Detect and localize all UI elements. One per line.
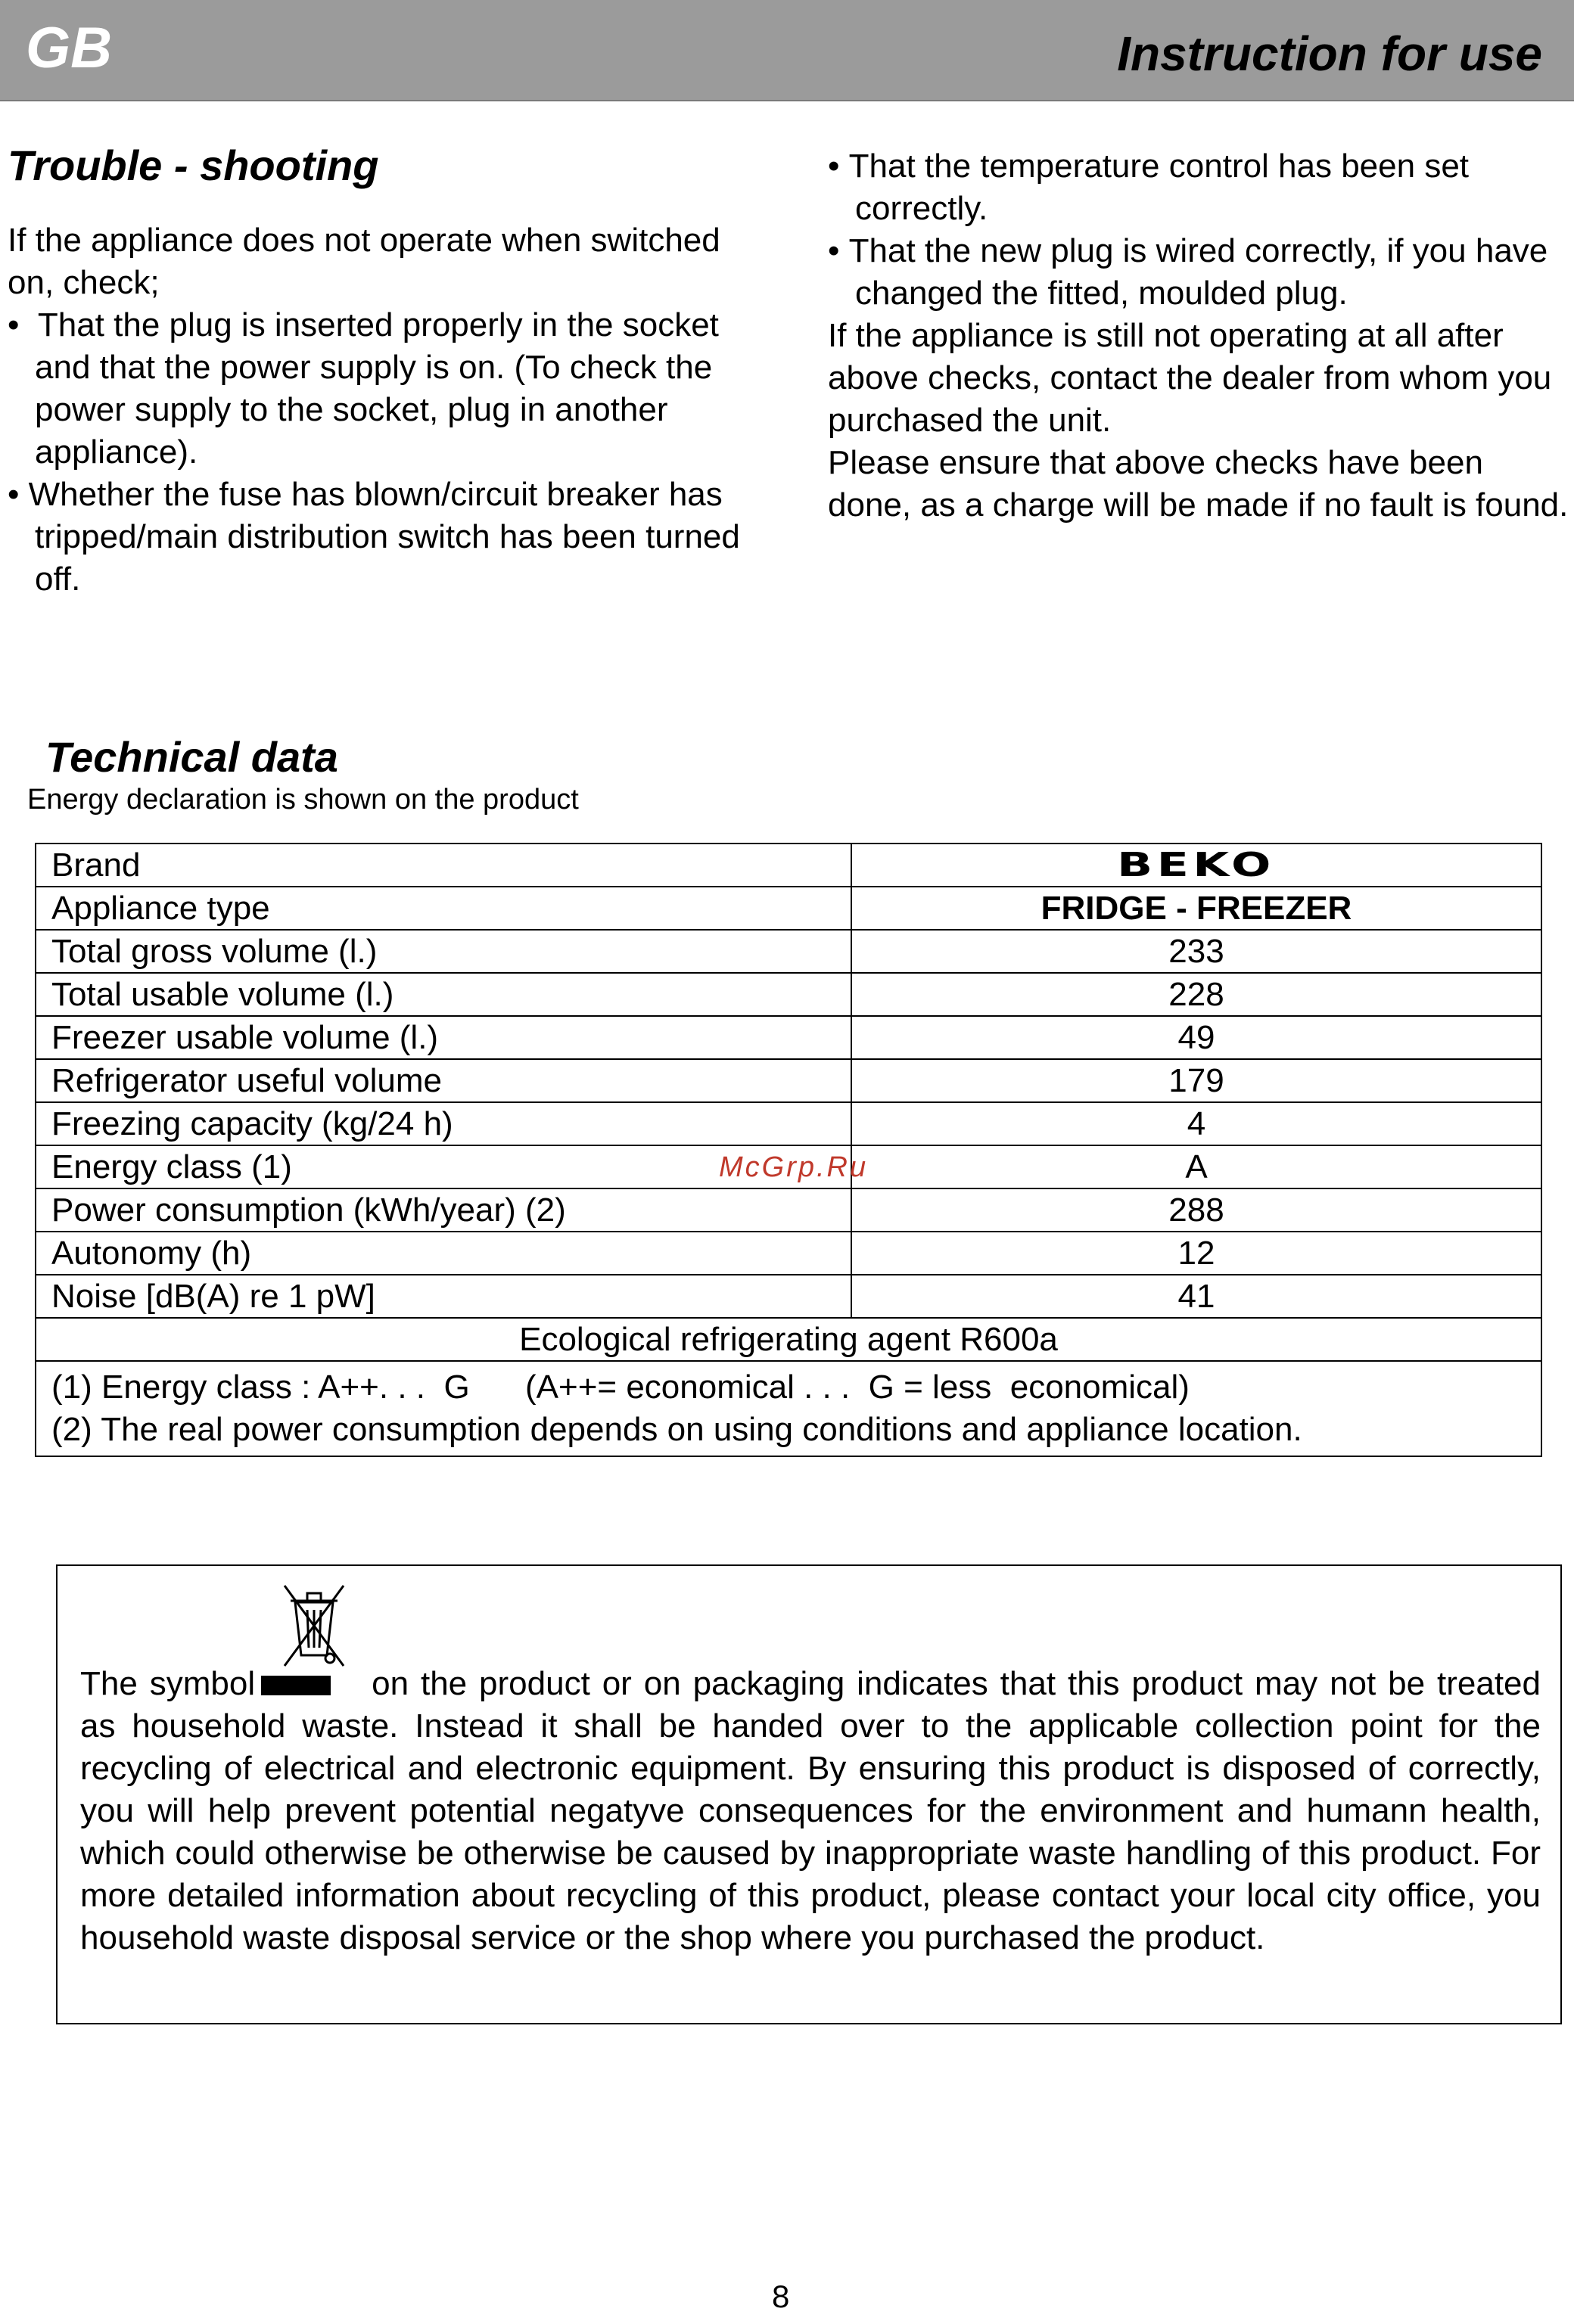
row-value: 233 <box>851 930 1541 973</box>
table-row <box>36 1361 1541 1456</box>
troubleshooting-intro: If the appliance does not operate when switched on, check; <box>8 222 720 301</box>
table-row <box>36 1275 1541 1318</box>
row-value: 12 <box>851 1232 1541 1275</box>
crossed-bin-icon <box>278 1583 348 1672</box>
row-value: 4 <box>851 1102 1541 1145</box>
footnote-power-consumption: (2) The real power consumption depends on using conditions and appliance location. <box>51 1411 1302 1448</box>
page-header <box>0 0 1574 101</box>
header-title: Instruction for use <box>1117 26 1542 81</box>
row-value: 228 <box>851 973 1541 1016</box>
footnote-energy-class: (1) Energy class : A++. . . G (A++= economical . . . G = less economical) <box>51 1369 1190 1406</box>
row-value: 41 <box>851 1275 1541 1318</box>
technical-subtitle: Energy declaration is shown on the product <box>27 784 579 816</box>
table-row <box>36 1188 1541 1232</box>
row-label: Refrigerator useful volume <box>36 1059 851 1102</box>
table-row <box>36 973 1541 1016</box>
troubleshooting-left-column <box>8 219 757 601</box>
country-code: GB <box>26 16 112 80</box>
row-label: Brand <box>36 844 851 887</box>
refrigerant-row: Ecological refrigerating agent R600a <box>36 1318 1541 1361</box>
table-row <box>36 1102 1541 1145</box>
weee-bar-icon <box>261 1676 331 1695</box>
row-value: 49 <box>851 1016 1541 1059</box>
watermark: McGrp.Ru <box>719 1151 869 1183</box>
row-value: A <box>851 1145 1541 1188</box>
table-row <box>36 1016 1541 1059</box>
row-value: FRIDGE - FREEZER <box>851 887 1541 930</box>
weee-notice-text: The symbol on the product or on packaging indicates that this product may not be treated as household waste. Instead it shall be handed over to the applicable collection point for the recycling of electrical and electronic equipment. By ensuring this product is disposed of correctly, you will help prevent potential negatyve consequences for the environment and humann health, which could otherwise be otherwise be caused by inappropriate waste handling of this product. For more detailed information about recycling of this product, please contact your local city office, you household waste disposal service or the shop where you purchased the product. <box>80 1665 1541 1956</box>
brand-cell <box>851 844 1541 887</box>
troubleshooting-bullet: • Whether the fuse has blown/circuit breaker has tripped/main distribution switch has been turned off. <box>8 476 740 598</box>
troubleshooting-para-dealer: If the appliance is still not operating at all after above checks, contact the dealer from whom you purchased the unit. <box>828 317 1552 439</box>
row-label: Appliance type <box>36 887 851 930</box>
row-value: 179 <box>851 1059 1541 1102</box>
row-label: Autonomy (h) <box>36 1232 851 1275</box>
row-label: Freezer usable volume (l.) <box>36 1016 851 1059</box>
table-row <box>36 844 1541 887</box>
row-label: Total usable volume (l.) <box>36 973 851 1016</box>
technical-data-table <box>35 843 1542 1457</box>
troubleshooting-right-column <box>828 145 1574 527</box>
troubleshooting-heading: Trouble - shooting <box>8 141 379 189</box>
row-label: Total gross volume (l.) <box>36 930 851 973</box>
technical-heading: Technical data <box>45 733 338 781</box>
row-label: Energy class (1) <box>36 1145 851 1188</box>
brand-logo: BEKO <box>1117 846 1276 884</box>
table-row <box>36 1318 1541 1361</box>
row-label: Noise [dB(A) re 1 pW] <box>36 1275 851 1318</box>
troubleshooting-bullet: • That the new plug is wired correctly, if you have changed the fitted, moulded plug. <box>828 232 1548 312</box>
footnotes-cell <box>36 1361 1541 1456</box>
weee-notice-box <box>56 1564 1562 2024</box>
table-row <box>36 887 1541 930</box>
row-label: Freezing capacity (kg/24 h) <box>36 1102 851 1145</box>
troubleshooting-bullet: • That the plug is inserted properly in the socket and that the power supply is on. (To check the power supply to the socket, plug in another appliance). <box>8 306 719 471</box>
table-row <box>36 1232 1541 1275</box>
row-label: Power consumption (kWh/year) (2) <box>36 1188 851 1232</box>
troubleshooting-para-charge: Please ensure that above checks have been done, as a charge will be made if no fault is found. <box>828 444 1569 524</box>
table-row <box>36 1059 1541 1102</box>
table-row <box>36 930 1541 973</box>
troubleshooting-bullet: • That the temperature control has been set correctly. <box>828 148 1470 227</box>
page-number: 8 <box>772 2279 790 2314</box>
row-value: 288 <box>851 1188 1541 1232</box>
